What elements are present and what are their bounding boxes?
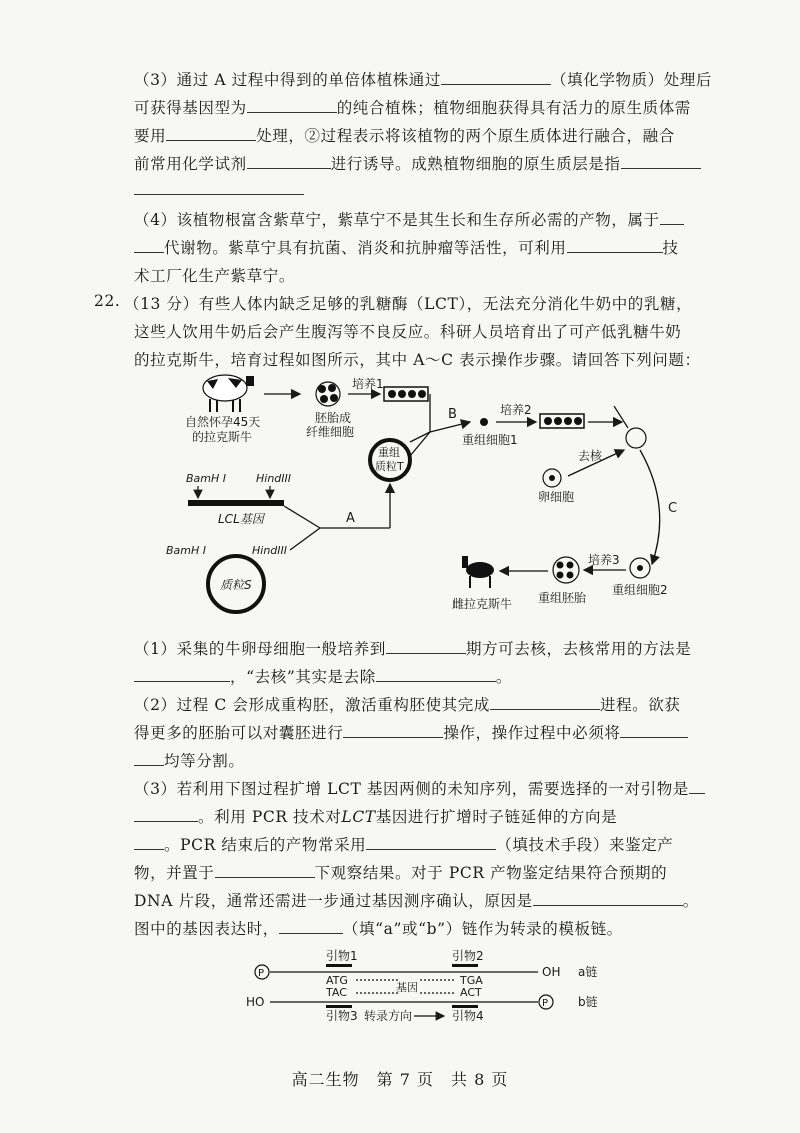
answer-blank[interactable] [134, 835, 164, 850]
embryo-label: 重组胚胎 [538, 591, 587, 605]
answer-blank[interactable] [134, 238, 164, 253]
step-b-label: B [448, 407, 457, 422]
plasmid-t-label-1: 重组 [378, 446, 400, 459]
b-chain-label: b链 [578, 995, 598, 1009]
answer-blank[interactable] [567, 238, 663, 253]
answer-blank[interactable] [247, 98, 337, 113]
primer4-bar [452, 1005, 478, 1008]
fibroblast-cells-icon [316, 382, 340, 406]
bamh-label-1: BamH Ⅰ [186, 472, 227, 485]
answer-blank[interactable] [689, 779, 705, 794]
answer-blank[interactable] [134, 667, 230, 682]
answer-blank[interactable] [247, 154, 331, 169]
q21-3-line2: 可获得基因型为 的纯合植株；植物细胞获得具有活力的原生质体需 [134, 99, 691, 117]
culture1-label: 培养1 [352, 377, 384, 391]
primer2-label: 引物2 [452, 949, 484, 963]
gene-label: LCL基因 [218, 512, 264, 526]
q22-2-line1: （2）过程 C 会形成重构胚，激活重构胚使其完成 进程。欲获 [134, 696, 681, 714]
q22-number: 22. [94, 292, 121, 310]
svg-text:P: P [258, 968, 265, 979]
q22-intro-line3: 的拉克斯牛，培育过程如图所示，其中 A～C 表示操作步骤。请回答下列问题： [134, 351, 701, 369]
primer4-label: 引物4 [452, 1009, 484, 1023]
bamh-label-2: BamH Ⅰ [166, 544, 207, 557]
cell-culture-dish-2 [540, 414, 584, 428]
answer-blank[interactable] [533, 891, 683, 906]
q21-3-line1: （3）通过 A 过程中得到的单倍体植株通过 （填化学物质）处理后 [134, 71, 713, 89]
micropipette-icon [614, 406, 646, 448]
q22-2-line2: 得更多的胚胎可以对囊胚进行 操作，操作过程中必须将 [134, 721, 688, 743]
phosphate-icon-b [539, 995, 553, 1009]
q22-1-line2: ，“去核”其实是去除 。 [134, 665, 512, 687]
hind-label-2: HindIII [252, 544, 288, 557]
answer-blank[interactable] [279, 919, 343, 934]
answer-blank[interactable] [490, 695, 600, 710]
tac-label: TAC [326, 986, 347, 999]
q22-1-line1: （1）采集的牛卵母细胞一般培养到 期方可去核，去核常用的方法是 [134, 640, 692, 658]
fiber-label-1: 胚胎成 [315, 411, 352, 425]
answer-blank[interactable] [166, 126, 256, 141]
primer3-label: 引物3 [326, 1009, 358, 1023]
calf-icon [462, 556, 494, 588]
q22-2-line3: 均等分割。 [134, 749, 245, 771]
q21-4-line3: 术工厂化生产紫草宁。 [134, 267, 296, 285]
cow-icon [203, 375, 254, 412]
cow-label-2: 的拉克斯牛 [192, 430, 253, 444]
direction-label: 转录方向 [364, 1009, 413, 1023]
cell-culture-dish-1 [384, 387, 428, 401]
act-label: ACT [460, 986, 482, 999]
q22-intro-line1: （13 分）有些人体内缺乏足够的乳糖酶（LCT），无法充分消化牛奶中的乳糖， [124, 295, 693, 313]
step-c-label: C [668, 501, 678, 516]
answer-blank[interactable] [660, 210, 684, 225]
q21-4-line1: （4）该植物根富含紫草宁，紫草宁不是其生长和生存所必需的产物，属于 [134, 208, 684, 230]
fiber-label-2: 纤维细胞 [306, 425, 355, 439]
q21-3-line3: 要用 处理，②过程表示将该植物的两个原生质体进行融合，融合 [134, 127, 675, 145]
gene-label-2: 基因 [396, 981, 418, 994]
answer-blank[interactable] [441, 70, 551, 85]
answer-blank[interactable] [376, 667, 496, 682]
oh-label: OH [542, 965, 561, 979]
q22-intro-line2: 这些人饮用牛奶后会产生腹泻等不良反应。科研人员培育出了可产低乳糖牛奶 [134, 323, 682, 341]
calf-label: 雌拉克斯牛 [452, 597, 513, 611]
culture2-label: 培养2 [500, 403, 532, 417]
hind-label-1: HindIII [256, 472, 292, 485]
cow-label-1: 自然怀孕45天 [185, 415, 261, 429]
answer-blank[interactable] [343, 723, 443, 738]
primer3-bar [326, 1005, 352, 1008]
page-footer: 高二生物 第 7 页 共 8 页 [291, 1070, 509, 1089]
answer-blank[interactable] [366, 835, 496, 850]
answer-blank[interactable] [386, 639, 466, 654]
recomb2-label: 重组细胞2 [612, 583, 668, 597]
culture3-label: 培养3 [588, 553, 620, 567]
primer2-bar [452, 964, 478, 967]
answer-blank[interactable] [134, 807, 198, 822]
enucleate-label: 去核 [578, 449, 603, 463]
breeding-diagram [0, 366, 800, 626]
q21-3-line4: 前常用化学试剂 进行诱导。成熟植物细胞的原生质层是指 [134, 152, 701, 174]
plasmid-s-label: 质粒S [220, 578, 252, 592]
recombinant-embryo-icon [553, 557, 579, 583]
pcr-primer-diagram [0, 946, 800, 1026]
recomb1-label: 重组细胞1 [462, 433, 518, 447]
primer1-label: 引物1 [326, 949, 358, 963]
lcl-gene-segment [188, 500, 284, 506]
recombinant-cell-2-icon [630, 558, 650, 578]
plasmid-t-label-2: 质粒T [375, 460, 404, 473]
answer-blank[interactable] [620, 723, 688, 738]
primer1-bar [326, 964, 352, 967]
q21-3-line5 [134, 180, 304, 199]
egg-cell-icon [543, 469, 561, 487]
q22-3-line5: DNA 片段，通常还需进一步通过基因测序确认，原因是 。 [134, 892, 699, 910]
phosphate-icon-a [255, 965, 269, 979]
a-chain-label: a链 [578, 965, 598, 979]
answer-blank[interactable] [134, 180, 304, 195]
q21-4-line2: 代谢物。紫草宁具有抗菌、消炎和抗肿瘤等活性，可利用 技 [134, 236, 679, 258]
egg-label: 卵细胞 [538, 490, 575, 504]
answer-blank[interactable] [621, 154, 701, 169]
q22-3-line6: 图中的基因表达时， （填“a”或“b”）链作为转录的模板链。 [134, 920, 623, 938]
ho-label: HO [246, 995, 265, 1009]
q22-3-line3: 。PCR 结束后的产物常采用 （填技术手段）来鉴定产 [134, 833, 673, 855]
recombinant-cell-1-icon [480, 418, 488, 426]
atg-label: ATG [326, 974, 348, 987]
answer-blank[interactable] [215, 863, 315, 878]
tga-label: TGA [460, 974, 483, 987]
step-a-label: A [346, 511, 355, 526]
q22-3-line2: 。利用 PCR 技术对LCT基因进行扩增时子链延伸的方向是 [134, 805, 617, 827]
q22-3-line4: 物，并置于 下观察结果。对于 PCR 产物鉴定结果符合预期的 [134, 864, 668, 882]
svg-text:P: P [542, 998, 549, 1009]
answer-blank[interactable] [134, 751, 164, 766]
q22-3-line1: （3）若利用下图过程扩增 LCT 基因两侧的未知序列，需要选择的一对引物是 [134, 777, 705, 799]
